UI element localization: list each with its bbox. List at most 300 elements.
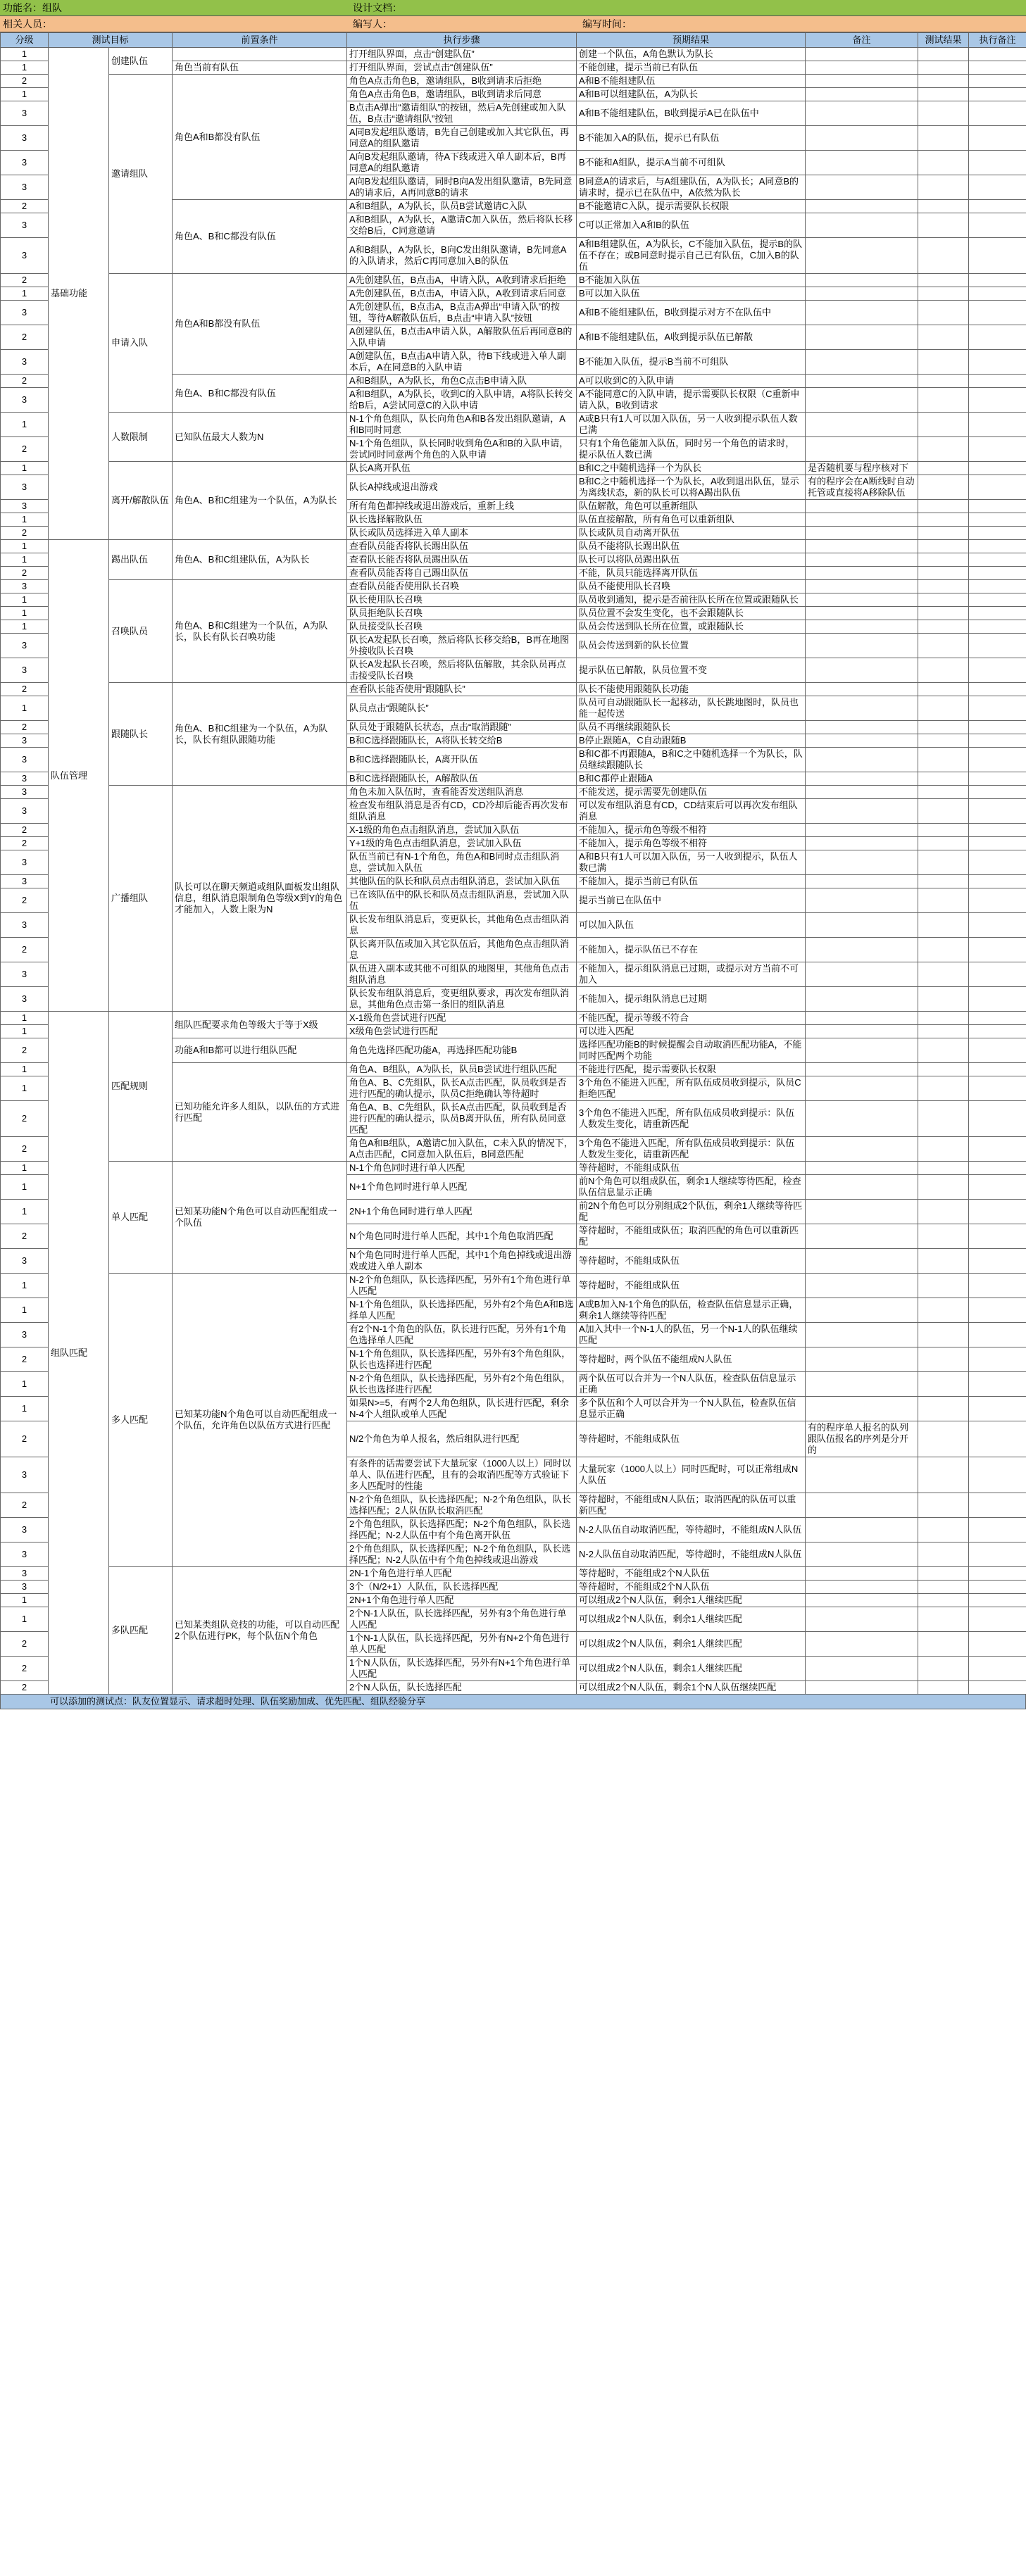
expected-cell: A和B不能组建队伍，B收到提示对方不在队伍中 [577,301,806,325]
step-cell: N-1个角色组队，队长选择匹配，另外有3个角色组队，队长也选择进行匹配 [347,1347,577,1372]
level-cell: 1 [1,593,49,607]
expected-cell: 队长或队员自动离开队伍 [577,527,806,540]
result-cell [918,1607,969,1632]
table-row [1,75,1026,88]
precondition-cell: 角色A、B和C组建队伍，A为队长 [173,540,347,580]
step-cell: 1个N-1人队伍，队长选择匹配，另外有N+2个角色进行单人匹配 [347,1632,577,1657]
precondition-cell: 已知某功能N个角色可以自动匹配组成一个队伍 [173,1162,347,1274]
exec-note-cell [969,151,1026,175]
result-cell [918,1025,969,1038]
target-cell: 多队匹配 [109,1567,173,1695]
step-cell: 角色A、B组队，A为队长，队员B尝试进行组队匹配 [347,1063,577,1076]
step-cell: 队伍当前已有N-1个角色，角色A和B同时点击组队消息，尝试加入队伍 [347,850,577,875]
col-note: 备注 [806,33,918,48]
note-cell [806,658,918,683]
note-cell [806,540,918,553]
result-cell [918,301,969,325]
level-cell: 2 [1,274,49,287]
level-cell: 3 [1,213,49,238]
level-cell: 1 [1,1076,49,1101]
exec-note-cell [969,913,1026,938]
note-cell [806,1175,918,1200]
expected-cell: 3个角色不能进入匹配，所有队伍成员收到提示，队员C拒绝匹配 [577,1076,806,1101]
level-cell: 2 [1,1224,49,1249]
expected-cell: B和C之中随机选择一个为队长，A收到退出队伍，显示为离线状态，新的队长可以将A踢出队伍 [577,475,806,500]
note-cell [806,1200,918,1224]
expected-cell: 等待超时，不能组成2个N人队伍 [577,1567,806,1581]
col-steps: 执行步骤 [347,33,577,48]
result-cell [918,1581,969,1594]
note-cell [806,1567,918,1581]
level-cell: 1 [1,1162,49,1175]
step-cell: X-1级的角色点击组队消息，尝试加入队伍 [347,824,577,837]
target-cell: 踢出队伍 [109,540,173,580]
level-cell: 2 [1,721,49,734]
level-cell: 1 [1,88,49,101]
exec-note-cell [969,1200,1026,1224]
exec-note-cell [969,772,1026,786]
target-cell: 匹配规则 [109,1012,173,1162]
exec-note-cell [969,1137,1026,1162]
level-cell: 3 [1,500,49,513]
exec-note-cell [969,238,1026,274]
exec-note-cell [969,593,1026,607]
note-cell [806,1101,918,1137]
exec-note-cell [969,101,1026,126]
exec-note-cell [969,1681,1026,1695]
result-cell [918,553,969,567]
expected-cell: 不能匹配，提示等级不符合 [577,1012,806,1025]
level-cell: 3 [1,1323,49,1347]
result-cell [918,151,969,175]
exec-note-cell [969,213,1026,238]
note-cell [806,61,918,75]
result-cell [918,1175,969,1200]
step-cell: A创建队伍，B点击A申请入队，待B下线或进入单人副本后，A在同意B的入队申请 [347,350,577,375]
step-cell: A先创建队伍，B点击A，申请入队，A收到请求后拒绝 [347,274,577,287]
note-cell [806,888,918,913]
result-cell [918,238,969,274]
expected-cell: 3个角色不能进入匹配，所有队伍成员收到提示：队伍人数发生变化，请重新匹配 [577,1101,806,1137]
step-cell: Y+1级的角色点击组队消息，尝试加入队伍 [347,837,577,850]
result-cell [918,1657,969,1681]
note-cell [806,553,918,567]
exec-note-cell [969,658,1026,683]
design-doc: 设计文档： [350,0,1026,15]
level-cell: 3 [1,799,49,824]
exec-note-cell [969,938,1026,962]
exec-note-cell [969,734,1026,748]
result-cell [918,1421,969,1457]
table-row [1,1567,1026,1581]
step-cell: 角色A、B、C先组队，队长A点击匹配，队员收到是否进行匹配的确认提示，队员B离开队伍，所有队员同意匹配 [347,1101,577,1137]
expected-cell: 创建一个队伍，A角色默认为队长 [577,48,806,61]
note-cell [806,1025,918,1038]
result-cell [918,1493,969,1518]
step-cell: 有条件的话需要尝试下大量玩家（1000人以上）同时以单人、队伍进行匹配，且有的会取消匹配等方式验证下多人匹配时的性能 [347,1457,577,1493]
step-cell: 查看队员能否使用队长召唤 [347,580,577,593]
exec-note-cell [969,1567,1026,1581]
level-cell: 1 [1,1274,49,1298]
note-cell [806,962,918,987]
note-cell [806,799,918,824]
level-cell: 3 [1,772,49,786]
exec-note-cell [969,388,1026,413]
step-cell: 队长发布组队消息后，变更组队要求，再次发布组队消息，其他角色点击第一条旧的组队消息 [347,987,577,1012]
level-cell: 2 [1,837,49,850]
expected-cell: B停止跟随A，C自动跟随B [577,734,806,748]
expected-cell: 队长可以将队员踢出队伍 [577,553,806,567]
expected-cell: 队员不能使用队长召唤 [577,580,806,593]
exec-note-cell [969,1632,1026,1657]
exec-note-cell [969,301,1026,325]
level-cell: 1 [1,1607,49,1632]
exec-note-cell [969,1038,1026,1063]
note-cell [806,1224,918,1249]
step-cell: A和B组队，A为队长，B向C发出组队邀请，B先同意A的入队请求，然后C再同意加入B的队伍 [347,238,577,274]
expected-cell: 可以组成2个N人队伍，剩余1人继续匹配 [577,1657,806,1681]
step-cell: 队长A离开队伍 [347,462,577,475]
module-cell: 基础功能 [49,48,109,540]
exec-note-cell [969,88,1026,101]
result-cell [918,962,969,987]
table-row [1,1012,1026,1025]
step-cell: A和B组队，A为队长，队员B尝试邀请C入队 [347,200,577,213]
step-cell: N个角色同时进行单人匹配，其中1个角色取消匹配 [347,1224,577,1249]
level-cell: 3 [1,987,49,1012]
note-cell [806,580,918,593]
level-cell: 1 [1,553,49,567]
expected-cell: A不能同意C的入队申请，提示需要队长权限（C重新申请入队，B收到请求 [577,388,806,413]
step-cell: N-1个角色组队，队长同时收到角色A和B的入队申请，尝试同时同意两个角色的入队申请 [347,437,577,462]
expected-cell: A和B不能组建队伍 [577,75,806,88]
note-cell [806,1607,918,1632]
write-time: 编写时间： [580,16,1026,32]
step-cell: N/2个角色为单人报名，然后组队进行匹配 [347,1421,577,1457]
col-expected: 预期结果 [577,33,806,48]
step-cell: N-1个角色同时进行单人匹配 [347,1162,577,1175]
note-cell [806,837,918,850]
result-cell [918,513,969,527]
exec-note-cell [969,1493,1026,1518]
exec-note-cell [969,1224,1026,1249]
expected-cell: 等待超时，两个队伍不能组成N人队伍 [577,1347,806,1372]
exec-note-cell [969,61,1026,75]
note-cell [806,634,918,658]
exec-note-cell [969,1323,1026,1347]
expected-cell: 多个队伍和个人可以合并为一个N人队伍，检查队伍信息显示正确 [577,1397,806,1421]
exec-note-cell [969,962,1026,987]
expected-cell: 可以组成2个N人队伍，剩余1人继续匹配 [577,1594,806,1607]
expected-cell: B不能加入队伍 [577,274,806,287]
expected-cell: 不能发送，提示需要先创建队伍 [577,786,806,799]
expected-cell: 前2N个角色可以分别组成2个队伍，剩余1人继续等待匹配 [577,1200,806,1224]
expected-cell: 队员不能将队长踢出队伍 [577,540,806,553]
step-cell: 队长或队员选择进入单人副本 [347,527,577,540]
footer-note: 可以添加的测试点：队友位置显示、请求超时处理、队伍奖励加成、优先匹配、组队经验分享 [0,1695,1026,1709]
note-cell [806,500,918,513]
level-cell: 3 [1,350,49,375]
result-cell [918,1249,969,1274]
note-cell [806,375,918,388]
result-cell [918,1274,969,1298]
exec-note-cell [969,1657,1026,1681]
note-cell [806,1632,918,1657]
result-cell [918,1323,969,1347]
note-cell [806,513,918,527]
level-cell: 3 [1,748,49,772]
level-cell: 1 [1,413,49,437]
step-cell: B和C选择跟随队长，A将队长转交给B [347,734,577,748]
col-target: 测试目标 [49,33,173,48]
result-cell [918,462,969,475]
note-cell [806,287,918,301]
step-cell: 2N+1个角色同时进行单人匹配 [347,1200,577,1224]
result-cell [918,799,969,824]
result-cell [918,213,969,238]
result-cell [918,274,969,287]
table-row [1,413,1026,437]
result-cell [918,683,969,696]
level-cell: 1 [1,61,49,75]
expected-cell: 队员可自动跟随队长一起移动，队长跳地图时，队员也能一起传送 [577,696,806,721]
note-cell [806,1372,918,1397]
level-cell: 1 [1,1175,49,1200]
step-cell: 2N-1个角色进行单人匹配 [347,1567,577,1581]
note-cell [806,1298,918,1323]
expected-cell: 提示队伍已解散，队员位置不变 [577,658,806,683]
expected-cell: 不能加入，提示角色等级不相符 [577,824,806,837]
result-cell [918,593,969,607]
note-cell [806,620,918,634]
exec-note-cell [969,126,1026,151]
note-cell [806,325,918,350]
result-cell [918,126,969,151]
precondition-cell: 角色A、B和C都没有队伍 [173,375,347,413]
result-cell [918,1347,969,1372]
result-cell [918,987,969,1012]
test-case-table [0,32,1026,1695]
step-cell: N+1个角色同时进行单人匹配 [347,1175,577,1200]
note-cell [806,938,918,962]
expected-cell: 队长不能使用跟随队长功能 [577,683,806,696]
precondition-cell: 角色A和B都没有队伍 [173,274,347,375]
result-cell [918,1298,969,1323]
expected-cell: 可以组成2个N人队伍，剩余1个N人队伍继续匹配 [577,1681,806,1695]
step-cell: N-1个角色组队，队长向角色A和B各发出组队邀请，A和B同时同意 [347,413,577,437]
expected-cell: 不能加入，提示组队消息已过期，或提示对方当前不可加入 [577,962,806,987]
note-cell [806,413,918,437]
result-cell [918,375,969,388]
result-cell [918,1012,969,1025]
note-cell [806,875,918,888]
level-cell: 3 [1,1249,49,1274]
exec-note-cell [969,837,1026,850]
exec-note-cell [969,325,1026,350]
exec-note-cell [969,437,1026,462]
result-cell [918,734,969,748]
note-cell [806,1581,918,1594]
step-cell: A向B发起组队邀请，同时B向A发出组队邀请，B先同意A的请求后，A再同意B的请求 [347,175,577,200]
exec-note-cell [969,824,1026,837]
writer: 编写人： [350,16,580,32]
step-cell: A和B组队，A为队长，角色C点击B申请入队 [347,375,577,388]
level-cell: 1 [1,1372,49,1397]
level-cell: 2 [1,1493,49,1518]
result-cell [918,287,969,301]
table-header-row [1,33,1026,48]
table-row [1,683,1026,696]
expected-cell: 等待超时，不能组成队伍 [577,1249,806,1274]
exec-note-cell [969,1594,1026,1607]
exec-note-cell [969,1076,1026,1101]
level-cell: 2 [1,1681,49,1695]
level-cell: 1 [1,1397,49,1421]
expected-cell: 等待超时，不能组成队伍 [577,1421,806,1457]
expected-cell: 等待超时，不能组成N人队伍；取消匹配的队伍可以重新匹配 [577,1493,806,1518]
expected-cell: B不能邀请C入队，提示需要队长权限 [577,200,806,213]
step-cell: 队员接受队长召唤 [347,620,577,634]
step-cell: 队伍进入副本或其他不可组队的地图里，其他角色点击组队消息 [347,962,577,987]
note-cell [806,301,918,325]
exec-note-cell [969,500,1026,513]
exec-note-cell [969,1025,1026,1038]
expected-cell: 3个角色不能进入匹配，所有队伍成员收到提示：队伍人数发生变化，请重新匹配 [577,1137,806,1162]
level-cell: 3 [1,1543,49,1567]
result-cell [918,1681,969,1695]
step-cell: 队员点击“跟随队长” [347,696,577,721]
step-cell: 队长发布组队消息后，变更队长，其他角色点击组队消息 [347,913,577,938]
step-cell: 队长A掉线或退出游戏 [347,475,577,500]
level-cell: 2 [1,75,49,88]
expected-cell: 可以组成2个N人队伍，剩余1人继续匹配 [577,1632,806,1657]
level-cell: 2 [1,824,49,837]
result-cell [918,1162,969,1175]
expected-cell: 可以加入队伍 [577,913,806,938]
precondition-cell: 角色A和B都没有队伍 [173,75,347,200]
expected-cell: N-2人队伍自动取消匹配，等待超时，不能组成N人队伍 [577,1518,806,1543]
note-cell [806,126,918,151]
target-cell: 跟随队长 [109,683,173,786]
exec-note-cell [969,607,1026,620]
note-cell [806,527,918,540]
result-cell [918,1594,969,1607]
step-cell: N-2个角色组队，队长选择匹配，另外有2个角色组队，队长也选择进行匹配 [347,1372,577,1397]
note-cell [806,1076,918,1101]
result-cell [918,1137,969,1162]
exec-note-cell [969,413,1026,437]
note-cell [806,1518,918,1543]
note-cell [806,75,918,88]
precondition-cell [173,48,347,61]
exec-note-cell [969,1421,1026,1457]
step-cell: 打开组队界面，点击“创建队伍” [347,48,577,61]
step-cell: X级角色尝试进行匹配 [347,1025,577,1038]
note-cell [806,824,918,837]
expected-cell: C可以正常加入A和B的队伍 [577,213,806,238]
expected-cell: 不能加入，提示角色等级不相符 [577,837,806,850]
expected-cell: B和C都停止跟随A [577,772,806,786]
step-cell: 角色A和B组队，A邀请C加入队伍，C未入队的情况下，A点击匹配，C同意加入队伍后，B同意匹配 [347,1137,577,1162]
step-cell: 1个N人队伍，队长选择匹配，另外有N+1个角色进行单人匹配 [347,1657,577,1681]
exec-note-cell [969,888,1026,913]
precondition-cell: 角色A、B和C组建为一个队伍，A为队长，队长有队长召唤功能 [173,580,347,683]
step-cell: 检查发布组队消息是否有CD，CD冷却后能否再次发布组队消息 [347,799,577,824]
level-cell: 2 [1,567,49,580]
result-cell [918,620,969,634]
expected-cell: 队员会传送到队长所在位置，或跟随队长 [577,620,806,634]
level-cell: 1 [1,1594,49,1607]
step-cell: N-2个角色组队，队长选择匹配；N-2个角色组队，队长选择匹配；2人队伍队长取消匹配 [347,1493,577,1518]
note-cell [806,1323,918,1347]
note-cell [806,48,918,61]
step-cell: 角色未加入队伍时，查看能否发送组队消息 [347,786,577,799]
exec-note-cell [969,1543,1026,1567]
exec-note-cell [969,799,1026,824]
level-cell: 2 [1,325,49,350]
note-cell [806,200,918,213]
expected-cell: B同意A的请求后，与A组建队伍，A为队长；A同意B的请求时，提示已在队伍中，A依然为队长 [577,175,806,200]
level-cell: 1 [1,48,49,61]
step-cell: 查看队长能否将队员踢出队伍 [347,553,577,567]
result-cell [918,1567,969,1581]
exec-note-cell [969,1581,1026,1594]
exec-note-cell [969,1162,1026,1175]
expected-cell: 队员不再继续跟随队长 [577,721,806,734]
level-cell: 2 [1,1101,49,1137]
step-cell: 2个N-1人队伍，队长选择匹配，另外有3个角色进行单人匹配 [347,1607,577,1632]
exec-note-cell [969,475,1026,500]
note-cell [806,1038,918,1063]
result-cell [918,101,969,126]
exec-note-cell [969,850,1026,875]
level-cell: 3 [1,850,49,875]
note-cell [806,1397,918,1421]
exec-note-cell [969,1397,1026,1421]
step-cell: 3个（N/2+1）人队伍，队长选择匹配 [347,1581,577,1594]
result-cell [918,413,969,437]
level-cell: 2 [1,1137,49,1162]
exec-note-cell [969,1274,1026,1298]
expected-cell: A和B不能组建队伍，B收到提示A已在队伍中 [577,101,806,126]
exec-note-cell [969,875,1026,888]
result-cell [918,875,969,888]
note-cell [806,1137,918,1162]
exec-note-cell [969,1012,1026,1025]
doc-header [0,0,1026,32]
exec-note-cell [969,48,1026,61]
step-cell: N-1个角色组队，队长选择匹配，另外有2个角色A和B选择单人匹配 [347,1298,577,1323]
result-cell [918,1543,969,1567]
level-cell: 1 [1,1063,49,1076]
expected-cell: A或B加入N-1个角色的队伍，检查队伍信息显示正确，剩余1人继续等待匹配 [577,1298,806,1323]
step-cell: 其他队伍的队长和队员点击组队消息，尝试加入队伍 [347,875,577,888]
note-cell [806,101,918,126]
step-cell: 角色先选择匹配功能A，再选择匹配功能B [347,1038,577,1063]
expected-cell: B不能加入队伍，提示B当前不可组队 [577,350,806,375]
expected-cell: 大量玩家（1000人以上）同时匹配时，可以正常组成N人队伍 [577,1457,806,1493]
expected-cell: 等待超时，不能组成队伍 [577,1162,806,1175]
result-cell [918,475,969,500]
note-cell [806,721,918,734]
col-precondition: 前置条件 [173,33,347,48]
result-cell [918,500,969,513]
level-cell: 3 [1,475,49,500]
step-cell: 打开组队界面，尝试点击“创建队伍” [347,61,577,75]
level-cell: 2 [1,1657,49,1681]
exec-note-cell [969,175,1026,200]
level-cell: 2 [1,1347,49,1372]
